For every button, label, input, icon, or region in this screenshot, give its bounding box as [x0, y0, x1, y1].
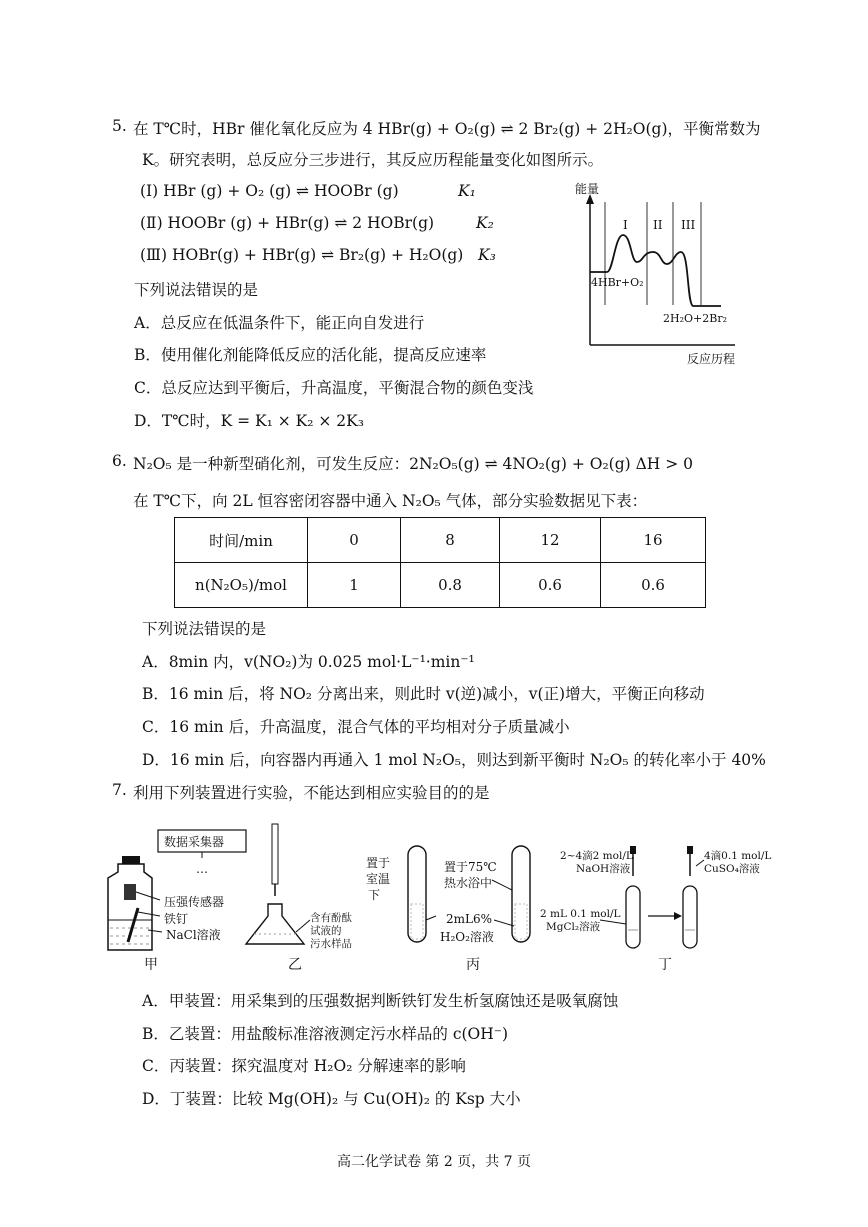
q7-apparatus-figure	[100, 820, 780, 975]
apparatus-bing-label: 丙	[466, 957, 480, 973]
table-cell: 时间/min	[175, 518, 308, 563]
table-row-amount	[175, 563, 706, 608]
data-collector-label: 数据采集器	[164, 835, 225, 849]
table-cell: n(N₂O₅)/mol	[175, 563, 308, 608]
leader-nail	[138, 912, 160, 916]
test-tube-hot	[512, 846, 530, 942]
q5-line2: K。研究表明，总反应分三步进行，其反应历程能量变化如图所示。	[142, 151, 604, 169]
y-axis-label: 能量	[575, 182, 600, 196]
flask-label-line3: 污水样品	[310, 938, 352, 950]
x-axis-label: 反应历程	[687, 352, 736, 366]
table-cell: 0.6	[500, 563, 601, 608]
room-temp-line2: 室温	[366, 872, 391, 886]
collector-dots: …	[196, 862, 208, 876]
page-footer: 高二化学试卷 第 2 页，共 7 页	[336, 1154, 532, 1170]
test-tube-room	[408, 846, 426, 942]
q7-option-b: B．乙装置：用盐酸标准溶液测定污水样品的 c(OH⁻)	[142, 1025, 508, 1043]
flask-label-line1: 含有酚酞	[310, 912, 352, 924]
stage-2-label: II	[653, 218, 663, 232]
iron-nail	[128, 908, 138, 942]
leader-cuso4	[696, 860, 704, 866]
test-tube-1	[626, 886, 640, 948]
q5-option-c: C．总反应达到平衡后，升高温度，平衡混合物的颜色变浅	[134, 379, 534, 397]
stage-3-label: III	[681, 218, 696, 232]
q6-number: 6.	[112, 452, 127, 470]
hot-bath-line2: 热水浴中	[444, 876, 493, 890]
q6-line1: N₂O₅ 是一种新型硝化剂，可发生反应：2N₂O₅(g) ⇌ 4NO₂(g) + O₂(g) ΔH > 0	[133, 455, 694, 473]
q5-k1: K₁	[458, 182, 476, 200]
dropper-2-bulb	[687, 846, 693, 854]
q5-line1: 在 T℃时，HBr 催化氧化反应为 4 HBr(g) + O₂(g) ⇌ 2 Br₂(g) + 2H₂O(g)，平衡常数为	[133, 120, 761, 138]
q5-option-b: B．使用催化剂能降低反应的活化能，提高反应速率	[134, 346, 487, 364]
leader-nacl	[148, 930, 162, 932]
process-arrow-head	[674, 912, 682, 920]
leader-hot	[492, 880, 512, 890]
table-row-time	[175, 518, 706, 563]
q5-step2: (Ⅱ) HOOBr (g) + HBr(g) ⇌ 2 HOBr(g)	[140, 214, 435, 232]
burette	[272, 824, 278, 884]
q7-number: 7.	[112, 781, 127, 799]
q6-line2: 在 T℃下，向 2L 恒容密闭容器中通入 N₂O₅ 气体，部分实验数据见下表：	[133, 492, 648, 510]
bottle-cap	[122, 856, 140, 864]
q5-k3: K₃	[478, 246, 496, 264]
q5-prompt: 下列说法错误的是	[134, 281, 259, 299]
q5-option-a: A．总反应在低温条件下，能正向自发进行	[134, 314, 425, 332]
naoh-line2: NaOH溶液	[576, 863, 631, 875]
cuso4-line1: 4滴0.1 mol/L	[704, 850, 772, 862]
h2o2-line2: H₂O₂溶液	[440, 930, 494, 944]
q7-option-a: A．甲装置：用采集到的压强数据判断铁钉发生析氢腐蚀还是吸氧腐蚀	[142, 992, 619, 1010]
table-cell: 16	[601, 518, 706, 563]
pressure-sensor-label: 压强传感器	[164, 895, 225, 909]
test-tube-room-liquid	[411, 904, 423, 939]
mgcl2-line1: 2 mL 0.1 mol/L	[540, 908, 621, 920]
q6-option-d: D．16 min 后，向容器内再通入 1 mol N₂O₅，则达到新平衡时 N₂O₅ 的转化率小于 40%	[142, 751, 766, 769]
q5-step3: (Ⅲ) HOBr(g) + HBr(g) ⇌ Br₂(g) + H₂O(g)	[140, 246, 464, 264]
q6-data-table	[174, 517, 706, 608]
leader-sensor	[136, 892, 160, 900]
table-cell: 0.8	[401, 563, 500, 608]
q7-option-c: C．丙装置：探究温度对 H₂O₂ 分解速率的影响	[142, 1057, 466, 1075]
q7-option-d: D．丁装置：比较 Mg(OH)₂ 与 Cu(OH)₂ 的 Ksp 大小	[142, 1090, 521, 1108]
apparatus-yi-label: 乙	[288, 957, 302, 973]
q5-k2: K₂	[476, 214, 494, 232]
q6-option-b: B．16 min 后，将 NO₂ 分离出来，则此时 v(逆)减小，v(正)增大，平衡正向移动	[142, 685, 705, 703]
h2o2-line1: 2mL6%	[446, 912, 493, 926]
room-temp-line3: 下	[368, 888, 381, 902]
reactants-label: 4HBr+O₂	[591, 276, 644, 289]
stage-1-label: I	[623, 218, 628, 232]
naoh-line1: 2~4滴2 mol/L	[560, 850, 633, 862]
leader-h2o2-right	[494, 920, 514, 926]
q5-step1: (Ⅰ) HBr (g) + O₂ (g) ⇌ HOOBr (g)	[140, 182, 399, 200]
q7-line1: 利用下列装置进行实验，不能达到相应实验目的的是	[133, 784, 490, 802]
q6-option-a: A．8min 内，v(NO₂)为 0.025 mol·L⁻¹·min⁻¹	[142, 653, 475, 671]
q5-number: 5.	[112, 117, 127, 135]
conical-flask	[246, 904, 304, 944]
pressure-sensor	[124, 884, 136, 900]
test-tube-2	[683, 886, 697, 948]
nacl-solution-label: NaCl溶液	[166, 928, 221, 942]
leader-flask	[296, 920, 310, 932]
apparatus-ding-label: 丁	[658, 957, 672, 973]
q6-prompt: 下列说法错误的是	[142, 620, 267, 638]
energy-diagram-svg	[575, 180, 750, 370]
cuso4-line2: CuSO₄溶液	[704, 863, 760, 875]
table-cell: 12	[500, 518, 601, 563]
q6-option-c: C．16 min 后，升高温度，混合气体的平均相对分子质量减小	[142, 718, 570, 736]
test-tube-hot-liquid	[515, 904, 527, 939]
table-cell: 0	[308, 518, 401, 563]
apparatus-jia-label: 甲	[144, 957, 158, 973]
hot-bath-line1: 置于75℃	[444, 860, 497, 874]
iron-nail-label: 铁钉	[164, 912, 189, 926]
table-cell: 8	[401, 518, 500, 563]
flask-label-line2: 试液的	[310, 925, 342, 937]
energy-diagram	[575, 180, 750, 370]
products-label: 2H₂O+2Br₂	[663, 312, 727, 325]
q5-option-d: D．T℃时，K = K₁ × K₂ × 2K₃	[134, 412, 364, 430]
table-cell: 0.6	[601, 563, 706, 608]
leader-h2o2-left	[426, 916, 436, 920]
room-temp-line1: 置于	[366, 856, 391, 870]
mgcl2-line2: MgCl₂溶液	[546, 921, 601, 933]
table-cell: 1	[308, 563, 401, 608]
